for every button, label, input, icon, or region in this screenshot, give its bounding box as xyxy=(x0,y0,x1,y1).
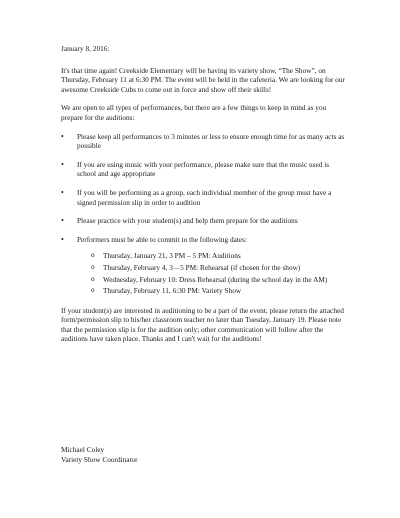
guidelines-list xyxy=(61,132,348,296)
guideline-item xyxy=(61,188,348,207)
schedule-item: o Thursday, February 11, 6:30 PM: Variety Show xyxy=(91,286,348,296)
guideline-text: If you will be performing as a group, each individual member of the group must have a signed permission slip in order to audition xyxy=(77,187,332,207)
guideline-item xyxy=(61,216,348,226)
letter-date: January 8, 2016: xyxy=(61,44,110,53)
guideline-item xyxy=(61,235,348,296)
signer-title: Variety Show Coordinator xyxy=(61,454,138,464)
guideline-item xyxy=(61,160,348,179)
guideline-text: Please keep all performances to 3 minutes or less to ensure enough time for as many acts as possible xyxy=(77,131,345,151)
guideline-text: Please practice with your student(s) and help them prepare for the auditions xyxy=(77,216,298,226)
schedule-list xyxy=(77,251,348,295)
guideline-item xyxy=(61,132,348,151)
open-note-paragraph: We are open to all types of performances, but there are a few things to keep in mind as you prepare for the auditions: xyxy=(61,103,327,122)
intro-paragraph: It's that time again! Creekside Elementary will be having its variety show, “The Show”, on Thursday, February 11 at 6:30 PM. The event will be held in the cafeteria. We are looking for our awesome Creekside Cubs to come out in force and show off their skills! xyxy=(61,65,345,94)
schedule-item: o Wednesday, February 10: Dress Rehearsal (during the school day in the AM) xyxy=(91,275,348,285)
schedule-item: o Thursday, January 21, 3 PM – 5 PM: Auditions xyxy=(91,251,348,261)
closing-paragraph: If your student(s) are interested in auditioning to be a part of the event, please return the attached form/permission slip to his/her classroom teacher no later than Tuesday, January 19. Please note that the permission slip is for the audition only; other communication will follow after the auditions have taken place. Thanks and I can't wait for the auditions! xyxy=(61,305,344,344)
guideline-text: Performers must be able to commit to the following dates: xyxy=(77,234,248,244)
signature-block xyxy=(61,445,138,464)
guideline-text: If you are using music with your performance, please make sure that the music used is school and age appropriate xyxy=(77,159,330,179)
signer-name: Michael Coley xyxy=(61,445,105,454)
schedule-item: o Thursday, February 4, 3 – 5 PM: Rehearsal (if chosen for the show) xyxy=(91,263,348,273)
